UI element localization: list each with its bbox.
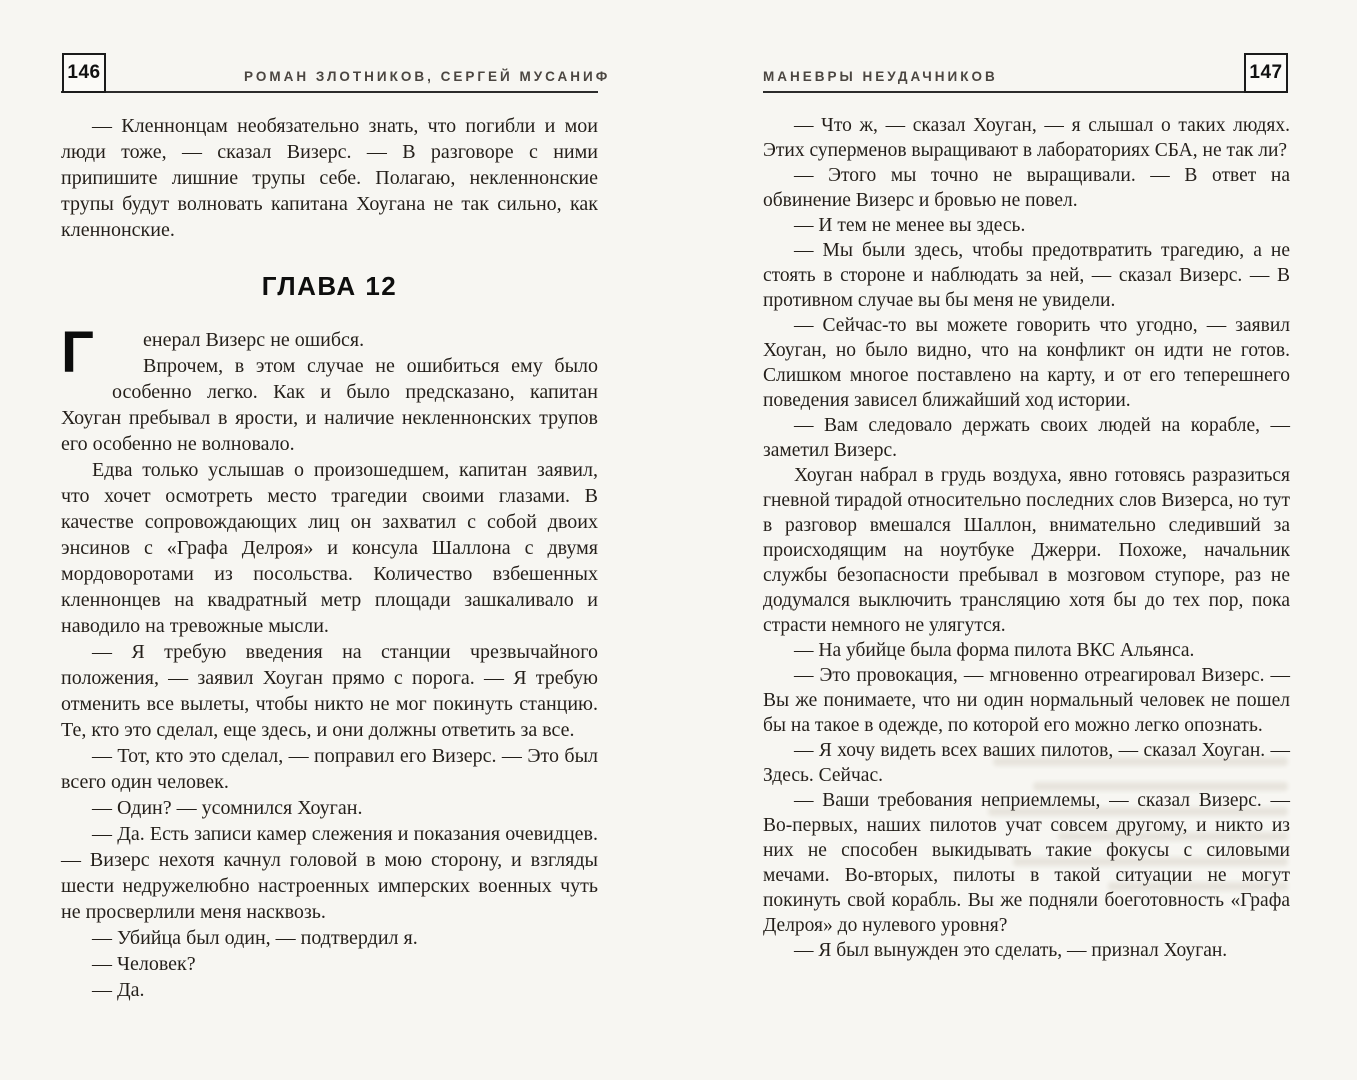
body-paragraph: енерал Визерс не ошибся.: [143, 329, 365, 351]
chapter-heading: ГЛАВА 12: [261, 271, 398, 301]
body-paragraph: — Сейчас-то вы можете говорить что угодно, — заявил Хоуган, но было видно, что на конфликт он идти не готов. Слишком многое поставлено на карту, и от его теперешнего поведения зависел ближайший ход истории.: [763, 315, 1290, 411]
left-page-number: 146: [67, 62, 101, 83]
body-paragraph: Едва только услышав о произошедшем, капитан заявил, что хочет осмотреть место трагедии своими глазами. В качестве сопровождающих лиц он захватил с собой двоих энсинов с «Графа Делроя» и консула Шаллона с двумя мордоворотами из посольства. Количество взбешенных кленнонцев на квадратный метр площади зашкаливало и наводило на тревожные мысли.: [61, 459, 598, 637]
body-paragraph: — Я был вынужден это сделать, — признал Хоуган.: [794, 940, 1228, 961]
body-paragraph: — Я требую введения на станции чрезвычайного положения, — заявил Хоуган прямо с порога. — Я требую отменить все вылеты, чтобы никто не мог покинуть станцию. Те, кто это сделал, еще здесь, и они должны ответить за все.: [61, 641, 598, 741]
right-running-head: МАНЕВРЫ НЕУДАЧНИКОВ: [763, 69, 998, 84]
body-paragraph: — На убийце была форма пилота ВКС Альянса.: [794, 640, 1195, 661]
chapter-opening: [61, 320, 598, 457]
body-paragraph: Впрочем, в этом случае не ошибиться ему было особенно легко. Как и было предсказано, капитан Хоуган пребывал в ярости, и наличие некленнонских трупов его особенно не волновало.: [61, 355, 598, 455]
body-paragraph: — Ваши требования неприемлемы, — сказал Визерс. — Во-первых, наших пилотов учат совсем другому, и никто из них не способен выкидывать такие фокусы с силовыми мечами. Во-вторых, пилоты в такой ситуации не могут покинуть свой корабль. Вы же подняли боеготовность «Графа Делроя» до нулевого уровня?: [763, 790, 1290, 936]
body-paragraph: — Один? — усомнился Хоуган.: [92, 797, 363, 819]
body-paragraph: — Тот, кто это сделал, — поправил его Визерс. — Это был всего один человек.: [61, 745, 598, 793]
right-page-text-column: [763, 113, 1290, 963]
right-header-rule: [763, 91, 1245, 93]
body-paragraph: — Я хочу видеть всех ваших пилотов, — сказал Хоуган. — Здесь. Сейчас.: [763, 740, 1290, 786]
drop-cap-letter: Г: [61, 320, 94, 385]
left-page-number-box: [62, 53, 106, 93]
left-page-text-column: [61, 113, 598, 1003]
left-header-rule: [61, 91, 598, 93]
body-paragraph: — Вам следовало держать своих людей на корабле, — заметил Визерс.: [763, 415, 1290, 461]
body-paragraph: — Да.: [92, 979, 145, 1001]
body-paragraph: — Кленнонцам необязательно знать, что погибли и мои люди тоже, — сказал Визерс. — В разговоре с ними припишите лишние трупы себе. Полагаю, некленнонские трупы будут волновать капитана Хоугана не так сильно, как кленнонские.: [61, 115, 598, 241]
right-page-number: 147: [1249, 62, 1283, 83]
body-paragraph: — Убийца был один, — подтвердил я.: [92, 927, 418, 949]
body-paragraph: — Что ж, — сказал Хоуган, — я слышал о таких людях. Этих суперменов выращивают в лабораториях СБА, не так ли?: [763, 115, 1290, 161]
body-paragraph: — Этого мы точно не выращивали. — В ответ на обвинение Визерс и бровью не повел.: [763, 165, 1290, 211]
body-paragraph: — Да. Есть записи камер слежения и показания очевидцев. — Визерс нехотя качнул головой в мою сторону, и взгляды шести недружелюбно настроенных имперских военных чуть не просверлили меня насквозь.: [61, 823, 598, 923]
body-paragraph: — Человек?: [92, 953, 196, 975]
left-running-head: РОМАН ЗЛОТНИКОВ, СЕРГЕЙ МУСАНИФ: [244, 69, 611, 84]
body-paragraph: — Мы были здесь, чтобы предотвратить трагедию, а не стоять в стороне и наблюдать за ней, — сказал Визерс. — В противном случае вы бы меня не увидели.: [763, 240, 1290, 311]
right-page-number-box: [1244, 53, 1288, 93]
body-paragraph: Хоуган набрал в грудь воздуха, явно готовясь разразиться гневной тирадой относительно последних слов Визерса, но тут в разговор вмешался Шаллон, внимательно следивший за происходящим на ноутбуке Джерри. Похоже, начальник службы безопасности пребывал в мозговом ступоре, раз не додумался выключить трансляцию хотя бы до тех пор, пока страсти немного не улягутся.: [763, 465, 1290, 636]
body-paragraph: — И тем не менее вы здесь.: [794, 215, 1026, 236]
body-paragraph: — Это провокация, — мгновенно отреагировал Визерс. — Вы же понимаете, что ни один нормальный человек не пошел бы на такое в одежде, по которой его можно легко опознать.: [763, 665, 1290, 736]
